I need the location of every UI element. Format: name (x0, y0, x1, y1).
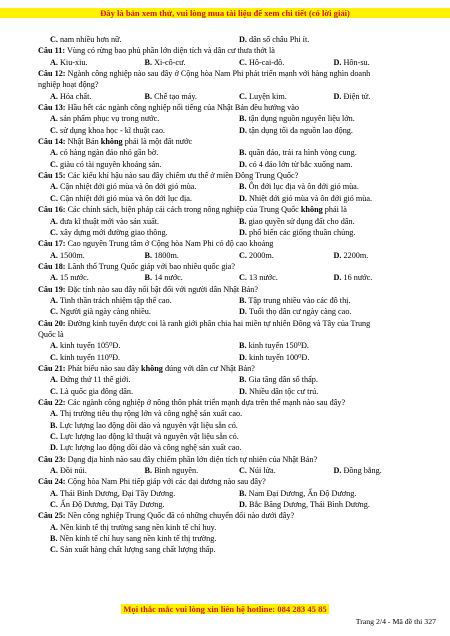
option-letter: D. (333, 273, 342, 283)
answer-option (239, 227, 428, 238)
question-continuation: Quốc là (38, 329, 64, 339)
answer-options-row (38, 272, 428, 283)
question-number: Câu 21: (38, 363, 66, 373)
answer-options-row (38, 34, 428, 45)
option-text: kinh tuyến 110⁰Đ. (57, 352, 121, 362)
question-text: Các chính sách, biện pháp cải cách trong nông nghiệp của Trung Quốc (65, 205, 301, 215)
option-letter: D. (239, 352, 247, 362)
question-text: Lãnh thổ Trung Quốc giáp với bao nhiêu quốc gia? (65, 261, 235, 271)
option-letter: B. (144, 57, 153, 67)
option-letter: D. (239, 159, 247, 169)
question-number: Câu 16: (38, 205, 66, 215)
header-banner (0, 8, 450, 18)
option-text: Đồi núi. (57, 466, 87, 476)
question-number: Câu 13: (38, 103, 66, 113)
option-letter: D. (333, 91, 342, 101)
option-text: giàu có tài nguyên khoáng sản. (57, 159, 162, 169)
answer-option (239, 250, 334, 261)
answer-options-row (38, 306, 428, 317)
answer-options-row (38, 216, 428, 227)
option-text: Hôn-su. (341, 57, 370, 67)
answer-option (239, 125, 428, 136)
option-text: có hàng ngàn đảo nhỏ gần bờ. (57, 148, 159, 158)
answer-option (50, 193, 239, 204)
option-letter: A. (50, 488, 58, 498)
question-stem (38, 261, 428, 272)
answer-option (334, 57, 429, 68)
answer-option (239, 374, 428, 385)
answer-option (239, 57, 334, 68)
question-emphasis: không (100, 137, 123, 147)
answer-options-row (38, 113, 428, 124)
question-text: Dạng địa hình nào sau đây chiếm phần lớn diện tích tự nhiên của Nhật Bản? (65, 454, 318, 464)
option-text: Sản xuất hàng chất lượng sang chất lượng thấp. (57, 545, 216, 555)
question-stem (38, 45, 428, 56)
answer-option (50, 374, 239, 385)
option-text: dân số châu Phi ít. (246, 35, 310, 44)
option-letter: C. (50, 352, 58, 362)
option-text: 1800m. (152, 250, 179, 260)
option-letter: B. (239, 341, 247, 351)
question-stem (38, 397, 428, 408)
option-letter: C. (50, 432, 58, 442)
answer-option (145, 91, 240, 102)
question-text: phải là (322, 205, 347, 215)
option-letter: D. (333, 466, 342, 476)
question-number: Câu 25: (38, 511, 66, 521)
option-text: 2000m. (246, 250, 274, 260)
option-letter: B. (144, 466, 153, 476)
option-letter: C. (239, 273, 247, 283)
answer-option (50, 34, 239, 45)
question-stem (38, 238, 428, 249)
option-text: Lực lượng lao động dồi dào và nguyên vật liệu sẵn có. (57, 420, 238, 430)
answer-option (145, 250, 240, 261)
option-letter: D. (239, 227, 247, 237)
answer-option (50, 340, 239, 351)
question-stem (38, 284, 428, 295)
question-stem (38, 318, 428, 329)
question-text: phải là một đất nước (122, 137, 193, 147)
option-text: sản phẩm phục vụ trong nước. (57, 114, 160, 124)
option-text: xây dựng mới đường giao thông. (57, 227, 168, 237)
option-text: 2200m. (341, 250, 369, 260)
option-letter: A. (50, 148, 58, 158)
option-letter: C. (50, 125, 58, 135)
option-letter: B. (239, 148, 247, 158)
answer-option (334, 250, 429, 261)
footer-banner-text: Mọi thắc mắc vui lòng xin liên hệ hotline: 084 283 45 85 (123, 604, 327, 614)
question-text: Nền công nghiệp Trung Quốc đã có những chuyển đổi nào dưới đây? (65, 511, 295, 521)
option-letter: B. (239, 488, 247, 498)
answer-option (50, 216, 239, 227)
option-text: 16 nước. (341, 273, 373, 283)
option-text: Nam Đại Dương, Ấn Độ Dương. (246, 488, 357, 498)
answer-option (239, 272, 334, 283)
answer-option (50, 488, 239, 499)
option-letter: D. (50, 443, 58, 453)
question-number: Câu 22: (38, 398, 66, 407)
answer-option (38, 420, 428, 431)
question-text: đúng với dân cư Nhật Bản? (162, 363, 255, 373)
option-letter: C. (50, 193, 58, 203)
option-text: Hóa chất. (57, 91, 92, 101)
footer-banner (0, 604, 450, 614)
answer-option (50, 181, 239, 192)
answer-option (145, 272, 240, 283)
answer-option (50, 159, 239, 170)
answer-option (38, 544, 428, 555)
question-number: Câu 11: (38, 46, 66, 56)
answer-option (50, 147, 239, 158)
option-letter: B. (50, 420, 58, 430)
option-text: Luyện kim. (246, 91, 287, 101)
option-text: Lực lượng lao động dồi dào và công nghệ sản xuất cao. (57, 443, 242, 453)
answer-option (145, 465, 240, 476)
answer-options-row (38, 193, 428, 204)
option-text: Cận nhiệt đới gió mùa và ôn đới gió mùa. (57, 182, 197, 192)
answer-option (38, 408, 428, 419)
option-text: kinh tuyến 100⁰Đ. (246, 352, 310, 362)
option-text: Nền kinh tế chỉ huy sang nền kinh tế thị trường. (57, 534, 217, 544)
option-text: Tinh thần trách nhiệm tập thể cao. (57, 295, 172, 305)
question-stem (38, 510, 428, 521)
option-letter: D. (239, 307, 247, 317)
option-text: Gia tăng dân số thấp. (246, 375, 318, 385)
answer-options-row (38, 340, 428, 351)
option-letter: C. (50, 35, 58, 44)
answer-option (50, 125, 239, 136)
option-text: 13 nước. (246, 273, 278, 283)
option-letter: A. (50, 216, 58, 226)
answer-option (239, 181, 428, 192)
answer-option (239, 193, 428, 204)
question-stem (38, 136, 428, 147)
exam-content (38, 34, 428, 556)
option-text: quần đảo, trải ra hình vòng cung. (246, 148, 357, 158)
option-letter: C. (239, 466, 247, 476)
answer-options-row (38, 465, 428, 476)
option-text: giao quyền sử dụng đất cho dân. (246, 216, 355, 226)
question-text: Các ngành công nghiệp ở nông thôn phát triển mạnh dựa trên thế mạnh nào sau đây? (65, 398, 346, 407)
option-text: 1500m. (57, 250, 85, 260)
option-letter: C. (50, 545, 58, 555)
answer-option (239, 113, 428, 124)
answer-option (50, 250, 145, 261)
option-text: có 4 đảo lớn từ bắc xuống nam. (246, 159, 353, 169)
option-text: Tuổi thọ dân cư ngày càng cao. (246, 307, 352, 317)
option-letter: C. (50, 227, 58, 237)
answer-option (239, 159, 428, 170)
option-text: nam nhiều hơn nữ. (57, 35, 122, 44)
question-text: Hầu hết các ngành công nghiệp nổi tiếng của Nhật Bản đều hướng vào (65, 103, 299, 113)
option-letter: B. (239, 216, 247, 226)
question-stem (38, 102, 428, 113)
answer-option (239, 465, 334, 476)
answer-options-row (38, 374, 428, 385)
answer-option (38, 522, 428, 533)
option-text: kinh tuyến 150⁰Đ. (246, 341, 309, 351)
option-letter: D. (239, 125, 247, 135)
option-text: Tập trung nhiều vào các đô thị. (246, 295, 351, 305)
option-letter: B. (50, 534, 58, 544)
question-stem (38, 454, 428, 465)
answer-option (239, 147, 428, 158)
option-text: phổ biến các giống thuần chủng. (246, 227, 356, 237)
option-letter: C. (239, 57, 247, 67)
answer-option (239, 499, 428, 510)
option-letter: A. (50, 250, 58, 260)
option-letter: D. (239, 193, 247, 203)
option-text: Kiu-xiu. (57, 57, 88, 67)
option-text: Nhiệt đới gió mùa và ôn đới gió mùa. (246, 193, 373, 203)
answer-options-row (38, 91, 428, 102)
option-text: 14 nước. (152, 273, 183, 283)
question-text: Cao nguyên Trung tâm ở Cộng hòa Nam Phi có độ cao khoảng (65, 239, 274, 249)
question-stem (38, 363, 428, 374)
answer-option (239, 34, 428, 45)
question-number: Câu 23: (38, 454, 66, 464)
answer-option (50, 499, 239, 510)
question-text: Các kiểu khí hậu nào sau đây chiếm ưu thế ở miền Đông Trung Quốc? (65, 171, 299, 181)
option-letter: D. (239, 500, 247, 510)
option-text: Đồng bằng. (341, 466, 382, 476)
option-letter: A. (50, 522, 58, 532)
option-letter: A. (50, 57, 58, 67)
option-text: Ấn Độ Dương, Đại Tây Dương. (57, 500, 165, 510)
answer-options-row (38, 352, 428, 363)
answer-option (239, 488, 428, 499)
answer-options-row (38, 499, 428, 510)
answer-options-row (38, 147, 428, 158)
option-letter: A. (50, 341, 58, 351)
answer-option (50, 386, 239, 397)
page-number: Trang 2/4 - Mã đề thi 327 (355, 617, 436, 626)
answer-options-row (38, 250, 428, 261)
answer-option (239, 295, 428, 306)
answer-option (145, 57, 240, 68)
option-letter: C. (50, 159, 58, 169)
question-number: Câu 20: (38, 318, 66, 328)
answer-option (239, 91, 334, 102)
option-text: Bình nguyên. (152, 466, 199, 476)
question-stem (38, 204, 428, 215)
answer-option (334, 465, 429, 476)
option-text: Nhiều dân tộc cư trú. (246, 386, 319, 396)
answer-option (334, 91, 429, 102)
option-text: 15 nước. (57, 273, 89, 283)
option-letter: D. (239, 35, 247, 44)
answer-option (239, 386, 428, 397)
answer-options-row (38, 181, 428, 192)
question-text: Cộng hòa Nam Phi tiếp giáp với các đại dương nào sau đây? (65, 477, 266, 487)
question-text: Đường kinh tuyến được coi là ranh giới phân chia hai miền tự nhiên Đông và Tây của Trung (65, 318, 371, 328)
option-letter: D. (333, 250, 342, 260)
answer-options-row (38, 159, 428, 170)
question-number: Câu 14: (38, 137, 66, 147)
option-letter: B. (239, 295, 247, 305)
answer-options-row (38, 295, 428, 306)
option-letter: A. (50, 295, 58, 305)
option-text: tận dụng nguồn nguyên liệu lớn. (246, 114, 355, 124)
answer-options-row (38, 386, 428, 397)
question-number: Câu 18: (38, 261, 66, 271)
option-text: Hô-cai-đô. (246, 57, 285, 67)
answer-option (38, 533, 428, 544)
answer-options-row (38, 125, 428, 136)
option-letter: A. (50, 466, 58, 476)
option-letter: C. (50, 307, 58, 317)
option-letter: A. (50, 409, 58, 419)
question-number: Câu 24: (38, 477, 66, 487)
option-letter: B. (144, 250, 153, 260)
option-letter: A. (50, 91, 58, 101)
question-stem (38, 68, 428, 79)
answer-option (50, 57, 145, 68)
answer-option (50, 113, 239, 124)
option-letter: B. (239, 182, 247, 192)
option-text: Thái Bình Dương, Đại Tây Dương. (57, 488, 176, 498)
option-text: sử dụng khoa học - kĩ thuật cao. (57, 125, 165, 135)
question-text: Ngành công nghiệp nào sau đây ở Cộng hòa Nam Phi phát triển mạnh với hàng nghìn doanh (65, 69, 371, 79)
question-stem (38, 170, 428, 181)
option-text: kinh tuyến 105⁰Đ. (57, 341, 121, 351)
header-banner-text: Đây là bản xem thử, vui lòng mua tài liệu để xem chi tiết (có lời giải) (100, 8, 350, 18)
option-letter: C. (50, 386, 58, 396)
option-text: Xi-cô-cư. (152, 57, 186, 67)
question-text: Vùng có rừng bao phủ phần lớn diện tích và dân cư thưa thớt là (65, 46, 275, 56)
answer-option (239, 216, 428, 227)
option-text: đưa kĩ thuật mới vào sản xuất. (57, 216, 160, 226)
option-text: Cận nhiệt đới gió mùa và ôn đới lục địa. (57, 193, 192, 203)
question-number: Câu 17: (38, 239, 66, 249)
answer-option (50, 272, 145, 283)
option-letter: A. (50, 375, 58, 385)
question-text: Đặc tính nào sau đây nổi bật đối với người dân Nhật Bản? (65, 284, 259, 294)
option-text: Nền kinh tế thị trường sang nền kinh tế chỉ huy. (57, 522, 217, 532)
option-text: Là quốc gia đông dân. (57, 386, 133, 396)
question-number: Câu 15: (38, 171, 66, 181)
option-text: Đứng thứ 11 thế giới. (57, 375, 131, 385)
option-letter: C. (239, 250, 247, 260)
question-emphasis: không (141, 363, 163, 373)
answer-options-row (38, 57, 428, 68)
answer-option (50, 306, 239, 317)
option-text: Điện tử. (341, 91, 371, 101)
option-letter: D. (239, 386, 247, 396)
option-text: tận dụng tối đa nguồn lao động. (246, 125, 353, 135)
option-letter: B. (239, 114, 247, 124)
option-letter: B. (144, 91, 153, 101)
option-text: Núi lửa. (246, 466, 276, 476)
option-letter: A. (50, 114, 58, 124)
option-letter: D. (333, 57, 342, 67)
option-letter: C. (50, 500, 58, 510)
answer-option (50, 295, 239, 306)
option-text: Chế tạo máy. (152, 91, 197, 101)
option-letter: B. (239, 375, 247, 385)
answer-option (50, 91, 145, 102)
answer-option (50, 227, 239, 238)
option-letter: A. (50, 273, 58, 283)
option-text: Người già ngày càng nhiều. (57, 307, 151, 317)
answer-options-row (38, 227, 428, 238)
answer-options-row (38, 488, 428, 499)
answer-option (38, 431, 428, 442)
answer-option (239, 340, 428, 351)
question-number: Câu 12: (38, 69, 66, 79)
answer-option (50, 352, 239, 363)
question-text: Phát biểu nào sau đây (65, 363, 142, 373)
question-stem (38, 476, 428, 487)
question-text: Nhật Bản (65, 137, 101, 147)
option-text: Thị trường tiêu thụ rộng lớn và công nghệ sản xuất cao. (57, 409, 243, 419)
answer-option (50, 465, 145, 476)
question-emphasis: không (300, 205, 323, 215)
option-text: Lực lượng lao động kĩ thuật và nguyên vật liệu sẵn có. (57, 432, 239, 442)
question-number: Câu 19: (38, 284, 66, 294)
question-continuation: nghiệp hoạt động? (38, 80, 99, 90)
option-text: Ôn đới lục địa và ôn đới gió mùa. (246, 182, 359, 192)
option-text: Bắc Băng Dương, Thái Bình Dương. (246, 500, 370, 510)
answer-option (239, 352, 428, 363)
answer-option (239, 306, 428, 317)
option-letter: B. (144, 273, 153, 283)
option-letter: A. (50, 182, 58, 192)
answer-option (38, 442, 428, 453)
answer-option (334, 272, 429, 283)
option-letter: C. (239, 91, 247, 101)
